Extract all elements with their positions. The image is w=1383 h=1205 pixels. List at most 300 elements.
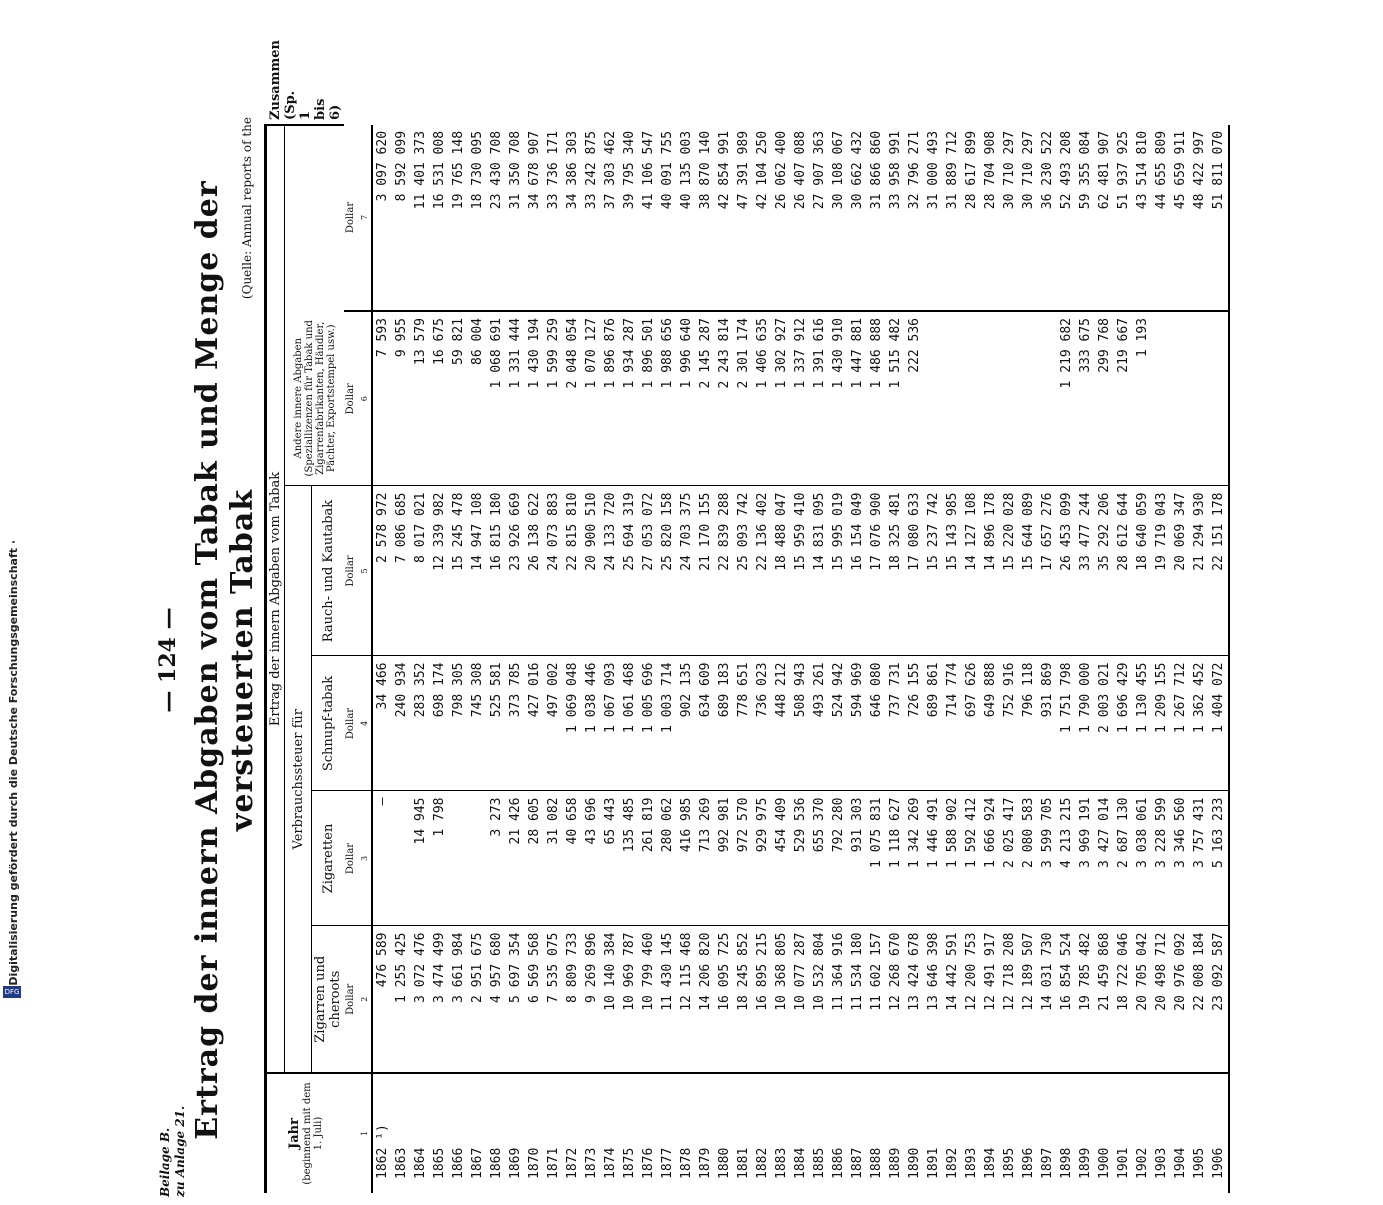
cell-value: 15 245 478	[449, 486, 468, 656]
cell-value: 497 002	[544, 656, 563, 791]
cell-year: 1891	[926, 1147, 941, 1179]
cell-value: 33 242 875	[582, 125, 601, 311]
cell-value: 931 303	[848, 791, 867, 926]
cell-value: 737 731	[886, 656, 905, 791]
cell-value: —	[372, 791, 392, 926]
cell-value: 12 115 468	[677, 926, 696, 1073]
table-row	[848, 125, 867, 1193]
cell-year: 1902	[1135, 1147, 1150, 1179]
cell-value: 1 069 048	[563, 656, 582, 791]
cell-value: 17 080 633	[905, 486, 924, 656]
table-row	[905, 125, 924, 1193]
cell-value: 32 796 271	[905, 125, 924, 311]
cell-value: 42 104 250	[753, 125, 772, 311]
cell-value: 28 605	[525, 791, 544, 926]
table-row	[981, 125, 1000, 1193]
cell-value: 1 896 876	[601, 311, 620, 486]
cell-value: 26 062 400	[772, 125, 791, 311]
table-row	[734, 125, 753, 1193]
cell-value: 7 086 685	[392, 486, 411, 656]
cell-value: 2 003 021	[1095, 656, 1114, 791]
cell-year: 1865	[432, 1147, 447, 1179]
cell-year: 1904	[1173, 1147, 1188, 1179]
cell-year: 1906	[1211, 1147, 1226, 1179]
cell-value: 27 053 072	[639, 486, 658, 656]
cell-value: 31 000 493	[924, 125, 943, 311]
table-row	[677, 125, 696, 1193]
cell-value: 3 038 061	[1133, 791, 1152, 926]
cell-value	[924, 311, 943, 486]
cell-year: 1887	[850, 1147, 865, 1179]
cell-value: 30 710 297	[1000, 125, 1019, 311]
table-row	[1000, 125, 1019, 1193]
cell-value: 12 718 208	[1000, 926, 1019, 1073]
cell-value: 1 038 446	[582, 656, 601, 791]
cell-value: 135 485	[620, 791, 639, 926]
cell-value: 21 170 155	[696, 486, 715, 656]
cell-value: 59 821	[449, 311, 468, 486]
cell-year: 1886	[831, 1147, 846, 1179]
cell-value: 634 609	[696, 656, 715, 791]
cell-year: 1897	[1040, 1147, 1055, 1179]
cell-year: 1877	[660, 1147, 675, 1179]
cell-value: 1 005 696	[639, 656, 658, 791]
cell-value: 3 072 476	[411, 926, 430, 1073]
cell-value: 20 498 712	[1152, 926, 1171, 1073]
cell-value: 12 339 982	[430, 486, 449, 656]
cell-value: 2 145 287	[696, 311, 715, 486]
table-header: Jahr (beginnend mit dem 1. Juli) Ertrag der innern Abgaben vom Tabak Zusammen (Sp. 1 bis 6) Verbrauchssteuer für Andere innere Abgaben (Speziallizenzen für Tabak und Zigarrenfabrikanten, Händler, Pächter, Exportstempel usw.) Zigarren und cheroots Zigaretten Schnupf-tabak Rauch- und Kautabak Dollar Dollar Dollar Dollar Dollar Dollar 1 2 3 4 5 6 7	[266, 125, 373, 1193]
cell-value	[962, 311, 981, 486]
cell-value: 493 261	[810, 656, 829, 791]
cell-value: 35 292 206	[1095, 486, 1114, 656]
cell-year: 1872	[565, 1147, 580, 1179]
cell-value: 33 736 171	[544, 125, 563, 311]
cell-value: 22 151 178	[1209, 486, 1229, 656]
cell-value: 15 237 742	[924, 486, 943, 656]
table-row	[753, 125, 772, 1193]
table-row	[430, 125, 449, 1193]
cell-value: 222 536	[905, 311, 924, 486]
cell-value: 15 220 028	[1000, 486, 1019, 656]
table-row	[1171, 125, 1190, 1193]
cell-value: 3 346 560	[1171, 791, 1190, 926]
cell-value: 18 730 095	[468, 125, 487, 311]
table-row	[1209, 125, 1229, 1193]
dfg-logo: DFG	[4, 988, 20, 996]
table-row	[1133, 125, 1152, 1193]
cell-value: 1 075 831	[867, 791, 886, 926]
cell-value: 929 975	[753, 791, 772, 926]
cell-value: 14 945	[411, 791, 430, 926]
cell-value: 33 958 991	[886, 125, 905, 311]
cell-year: 1880	[717, 1147, 732, 1179]
cell-value: 1 331 444	[506, 311, 525, 486]
cell-value: 21 459 868	[1095, 926, 1114, 1073]
cell-value: 27 907 363	[810, 125, 829, 311]
cell-value: 736 023	[753, 656, 772, 791]
column-number: 1	[357, 1073, 372, 1193]
cell-value: 931 869	[1038, 656, 1057, 791]
cell-year: 1896	[1021, 1147, 1036, 1179]
cell-value: 11 430 145	[658, 926, 677, 1073]
cell-year: 1894	[983, 1147, 998, 1179]
cell-year: 1900	[1097, 1147, 1112, 1179]
column-number: 4	[357, 656, 372, 791]
cell-value: 1 798	[430, 791, 449, 926]
cell-value: 1 446 491	[924, 791, 943, 926]
cell-year: 1867	[470, 1147, 485, 1179]
cell-value: 796 118	[1019, 656, 1038, 791]
header-rauchtabak: Rauch- und Kautabak	[312, 486, 345, 656]
cell-year: 1892	[945, 1147, 960, 1179]
cell-value: 19 785 482	[1076, 926, 1095, 1073]
cell-value: 19 719 043	[1152, 486, 1171, 656]
cell-value: 1 406 635	[753, 311, 772, 486]
table-row	[1095, 125, 1114, 1193]
unit-label: Dollar	[344, 656, 357, 791]
cell-value: 25 093 742	[734, 486, 753, 656]
cell-value: 15 143 985	[943, 486, 962, 656]
cell-value: 1 130 455	[1133, 656, 1152, 791]
cell-value: 24 073 883	[544, 486, 563, 656]
cell-value: 6 569 568	[525, 926, 544, 1073]
table-row	[1076, 125, 1095, 1193]
table-row	[962, 125, 981, 1193]
cell-year: 1868	[489, 1147, 504, 1179]
cell-year: 1888	[869, 1147, 884, 1179]
cell-year: 1889	[888, 1147, 903, 1179]
cell-value: 219 667	[1114, 311, 1133, 486]
cell-value: 36 230 522	[1038, 125, 1057, 311]
cell-value: 18 325 481	[886, 486, 905, 656]
cell-value: 3 599 705	[1038, 791, 1057, 926]
cell-value: 8 809 733	[563, 926, 582, 1073]
cell-value: 3 427 014	[1095, 791, 1114, 926]
cell-value: 448 212	[772, 656, 791, 791]
cell-value: 18 488 047	[772, 486, 791, 656]
cell-value: 22 136 402	[753, 486, 772, 656]
cell-value: 26 453 099	[1057, 486, 1076, 656]
cell-value: 902 135	[677, 656, 696, 791]
cell-value: 13 424 678	[905, 926, 924, 1073]
cell-value: 25 694 319	[620, 486, 639, 656]
table-row	[582, 125, 601, 1193]
table-row	[867, 125, 886, 1193]
cell-year: 1873	[584, 1147, 599, 1179]
cell-value: 86 004	[468, 311, 487, 486]
cell-value: 1 486 888	[867, 311, 886, 486]
cell-value: 1 209 155	[1152, 656, 1171, 791]
cell-year: 1890	[907, 1147, 922, 1179]
cell-value: 1 067 093	[601, 656, 620, 791]
cell-value: 792 280	[829, 791, 848, 926]
cell-value: 18 640 059	[1133, 486, 1152, 656]
cell-value: 43 696	[582, 791, 601, 926]
cell-value: 1 588 902	[943, 791, 962, 926]
cell-value: 1 515 482	[886, 311, 905, 486]
cell-value: 9 955	[392, 311, 411, 486]
cell-value: 14 896 178	[981, 486, 1000, 656]
table-row	[372, 125, 392, 1193]
cell-value: 2 578 972	[372, 486, 392, 656]
cell-value: 1 751 798	[1057, 656, 1076, 791]
cell-value: 40 658	[563, 791, 582, 926]
cell-value: 31 350 708	[506, 125, 525, 311]
cell-value: 2 080 583	[1019, 791, 1038, 926]
cell-year: 1876	[641, 1147, 656, 1179]
cell-value	[468, 791, 487, 926]
cell-year: 1898	[1059, 1147, 1074, 1179]
cell-year: 1864	[413, 1147, 428, 1179]
header-jahr-sub: (beginnend mit dem 1. Juli)	[302, 1082, 324, 1185]
cell-value: 15 644 089	[1019, 486, 1038, 656]
cell-value: 8 017 021	[411, 486, 430, 656]
cell-value: 1 447 881	[848, 311, 867, 486]
table-row	[411, 125, 430, 1193]
cell-value: 17 657 276	[1038, 486, 1057, 656]
cell-value: 698 174	[430, 656, 449, 791]
cell-year: 1869	[508, 1147, 523, 1179]
cell-value: 59 355 084	[1076, 125, 1095, 311]
cell-year: 1899	[1078, 1147, 1093, 1179]
cell-value: 14 947 108	[468, 486, 487, 656]
cell-value: 3 097 620	[372, 125, 392, 311]
cell-value: 13 646 398	[924, 926, 943, 1073]
cell-value	[981, 311, 1000, 486]
cell-year: 1883	[774, 1147, 789, 1179]
column-number: 5	[357, 486, 372, 656]
cell-value: 1 666 924	[981, 791, 1000, 926]
cell-value: 23 430 708	[487, 125, 506, 311]
cell-value: 16 895 215	[753, 926, 772, 1073]
cell-value: 689 183	[715, 656, 734, 791]
cell-value: 1 599 259	[544, 311, 563, 486]
table-row	[829, 125, 848, 1193]
beilage-line-2: zu Anlage 21.	[173, 1105, 187, 1197]
cell-value: 972 570	[734, 791, 753, 926]
unit-label: Dollar	[344, 486, 357, 656]
cell-value: 37 303 462	[601, 125, 620, 311]
cell-value: 31 082	[544, 791, 563, 926]
cell-value: 16 154 049	[848, 486, 867, 656]
cell-value: 22 839 288	[715, 486, 734, 656]
table-row	[1152, 125, 1171, 1193]
cell-value: 20 705 042	[1133, 926, 1152, 1073]
cell-value: 655 370	[810, 791, 829, 926]
cell-value: 15 995 019	[829, 486, 848, 656]
cell-value: 240 934	[392, 656, 411, 791]
cell-value: 10 799 460	[639, 926, 658, 1073]
cell-value: 11 364 916	[829, 926, 848, 1073]
column-number: 6	[357, 311, 372, 486]
cell-year: 1878	[679, 1147, 694, 1179]
cell-value: 38 870 140	[696, 125, 715, 311]
column-number: 2	[357, 926, 372, 1073]
cell-value: 1 996 640	[677, 311, 696, 486]
header-zigarren: Zigarren und cheroots	[312, 926, 345, 1073]
cell-value: 2 687 130	[1114, 791, 1133, 926]
cell-value: 24 703 375	[677, 486, 696, 656]
digitization-sidebar	[0, 0, 26, 1000]
cell-value: 47 391 989	[734, 125, 753, 311]
cell-value: 51 811 070	[1209, 125, 1229, 311]
cell-value: 1 193	[1133, 311, 1152, 486]
cell-value: 16 531 008	[430, 125, 449, 311]
cell-value: 10 532 804	[810, 926, 829, 1073]
cell-value: 34 466	[372, 656, 392, 791]
cell-value: 992 981	[715, 791, 734, 926]
cell-value: 745 308	[468, 656, 487, 791]
table-row	[1114, 125, 1133, 1193]
cell-value: 3 757 431	[1190, 791, 1209, 926]
cell-year: 1903	[1154, 1147, 1169, 1179]
cell-value: 1 404 072	[1209, 656, 1229, 791]
cell-value: 41 106 547	[639, 125, 658, 311]
cell-year: 1884	[793, 1147, 808, 1179]
cell-value: 778 651	[734, 656, 753, 791]
cell-value	[392, 791, 411, 926]
cell-year: 1870	[527, 1147, 542, 1179]
cell-value: 1 267 712	[1171, 656, 1190, 791]
cell-value: 3 474 499	[430, 926, 449, 1073]
cell-value: 3 273	[487, 791, 506, 926]
cell-value: 508 943	[791, 656, 810, 791]
cell-value: 21 294 930	[1190, 486, 1209, 656]
cell-value	[1038, 311, 1057, 486]
table-row	[810, 125, 829, 1193]
cell-value: 20 069 347	[1171, 486, 1190, 656]
cell-year: 1866	[451, 1147, 466, 1179]
table-row	[1019, 125, 1038, 1193]
cell-value: 19 765 148	[449, 125, 468, 311]
cell-year: 1901	[1116, 1147, 1131, 1179]
cell-value: 10 368 805	[772, 926, 791, 1073]
cell-value: 16 815 180	[487, 486, 506, 656]
beilage-line-1: Beilage B.	[158, 1127, 172, 1197]
cell-value: 1 255 425	[392, 926, 411, 1073]
cell-year: 1875	[622, 1147, 637, 1179]
cell-value	[1152, 311, 1171, 486]
table-row	[563, 125, 582, 1193]
cell-value: 525 581	[487, 656, 506, 791]
table-row	[392, 125, 411, 1193]
cell-value: 30 710 297	[1019, 125, 1038, 311]
cell-value: 299 768	[1095, 311, 1114, 486]
unit-label: Dollar	[344, 311, 357, 486]
table-row	[601, 125, 620, 1193]
column-number: 3	[357, 791, 372, 926]
cell-value: 2 301 174	[734, 311, 753, 486]
cell-value: 28 612 644	[1114, 486, 1133, 656]
table-row	[525, 125, 544, 1193]
cell-value: 39 795 340	[620, 125, 639, 311]
table-row	[696, 125, 715, 1193]
cell-year: 1862 ¹)	[375, 1124, 390, 1179]
cell-value: 1 061 468	[620, 656, 639, 791]
table-row	[886, 125, 905, 1193]
cell-value: 26 138 622	[525, 486, 544, 656]
cell-year: 1882	[755, 1147, 770, 1179]
cell-value: 476 589	[372, 926, 392, 1073]
cell-value: 16 095 725	[715, 926, 734, 1073]
cell-value: 1 592 412	[962, 791, 981, 926]
header-andere: Andere innere Abgaben (Speziallizenzen für Tabak und Zigarrenfabrikanten, Händler, Pächter, Exportstempel usw.)	[285, 311, 345, 486]
cell-value: 649 888	[981, 656, 1000, 791]
cell-value: 5 697 354	[506, 926, 525, 1073]
cell-value: 1 337 912	[791, 311, 810, 486]
cell-value: 44 655 809	[1152, 125, 1171, 311]
cell-value: 594 969	[848, 656, 867, 791]
cell-value: 18 722 046	[1114, 926, 1133, 1073]
table-row	[1190, 125, 1209, 1193]
cell-value: 26 407 088	[791, 125, 810, 311]
cell-year: 1863	[394, 1147, 409, 1179]
cell-value: 40 091 755	[658, 125, 677, 311]
cell-value: 16 675	[430, 311, 449, 486]
cell-value: 14 831 095	[810, 486, 829, 656]
cell-value: 1 118 627	[886, 791, 905, 926]
table-row	[715, 125, 734, 1193]
cell-value: 529 536	[791, 791, 810, 926]
cell-value: 714 774	[943, 656, 962, 791]
cell-value: 13 579	[411, 311, 430, 486]
header-jahr	[266, 1073, 345, 1193]
cell-year: 1885	[812, 1147, 827, 1179]
table-row	[487, 125, 506, 1193]
cell-value: 2 951 675	[468, 926, 487, 1073]
table-row	[1038, 125, 1057, 1193]
cell-value: 1 219 682	[1057, 311, 1076, 486]
table-row	[791, 125, 810, 1193]
cell-year: 1895	[1002, 1147, 1017, 1179]
cell-value: 713 269	[696, 791, 715, 926]
cell-year: 1871	[546, 1147, 561, 1179]
cell-year: 1881	[736, 1147, 751, 1179]
cell-value: 416 985	[677, 791, 696, 926]
table-row	[924, 125, 943, 1193]
cell-value: 427 016	[525, 656, 544, 791]
cell-value: 689 861	[924, 656, 943, 791]
cell-value	[1000, 311, 1019, 486]
cell-value: 8 592 099	[392, 125, 411, 311]
header-group-sub: Verbrauchssteuer für	[285, 486, 312, 1073]
cell-value: 30 662 432	[848, 125, 867, 311]
cell-value: 5 163 233	[1209, 791, 1229, 926]
cell-value: 333 675	[1076, 311, 1095, 486]
cell-value: 52 493 208	[1057, 125, 1076, 311]
cell-value: 9 269 896	[582, 926, 601, 1073]
cell-value: 646 080	[867, 656, 886, 791]
page-title: Ertrag der innern Abgaben vom Tabak und Menge der versteuerten Tabak	[190, 180, 260, 1140]
cell-value: 11 534 180	[848, 926, 867, 1073]
cell-value: 20 900 510	[582, 486, 601, 656]
cell-value: 30 108 067	[829, 125, 848, 311]
cell-value: 1 988 656	[658, 311, 677, 486]
table-row	[449, 125, 468, 1193]
cell-year: 1905	[1192, 1147, 1207, 1179]
cell-value	[1019, 311, 1038, 486]
cell-value: 7 593	[372, 311, 392, 486]
source-note: (Quelle: Annual reports of the	[240, 117, 254, 300]
scanned-page	[155, 40, 1383, 1205]
table-row	[544, 125, 563, 1193]
table-row	[1057, 125, 1076, 1193]
cell-value: 524 942	[829, 656, 848, 791]
cell-value: 12 200 753	[962, 926, 981, 1073]
cell-value: 697 626	[962, 656, 981, 791]
cell-value: 1 896 501	[639, 311, 658, 486]
